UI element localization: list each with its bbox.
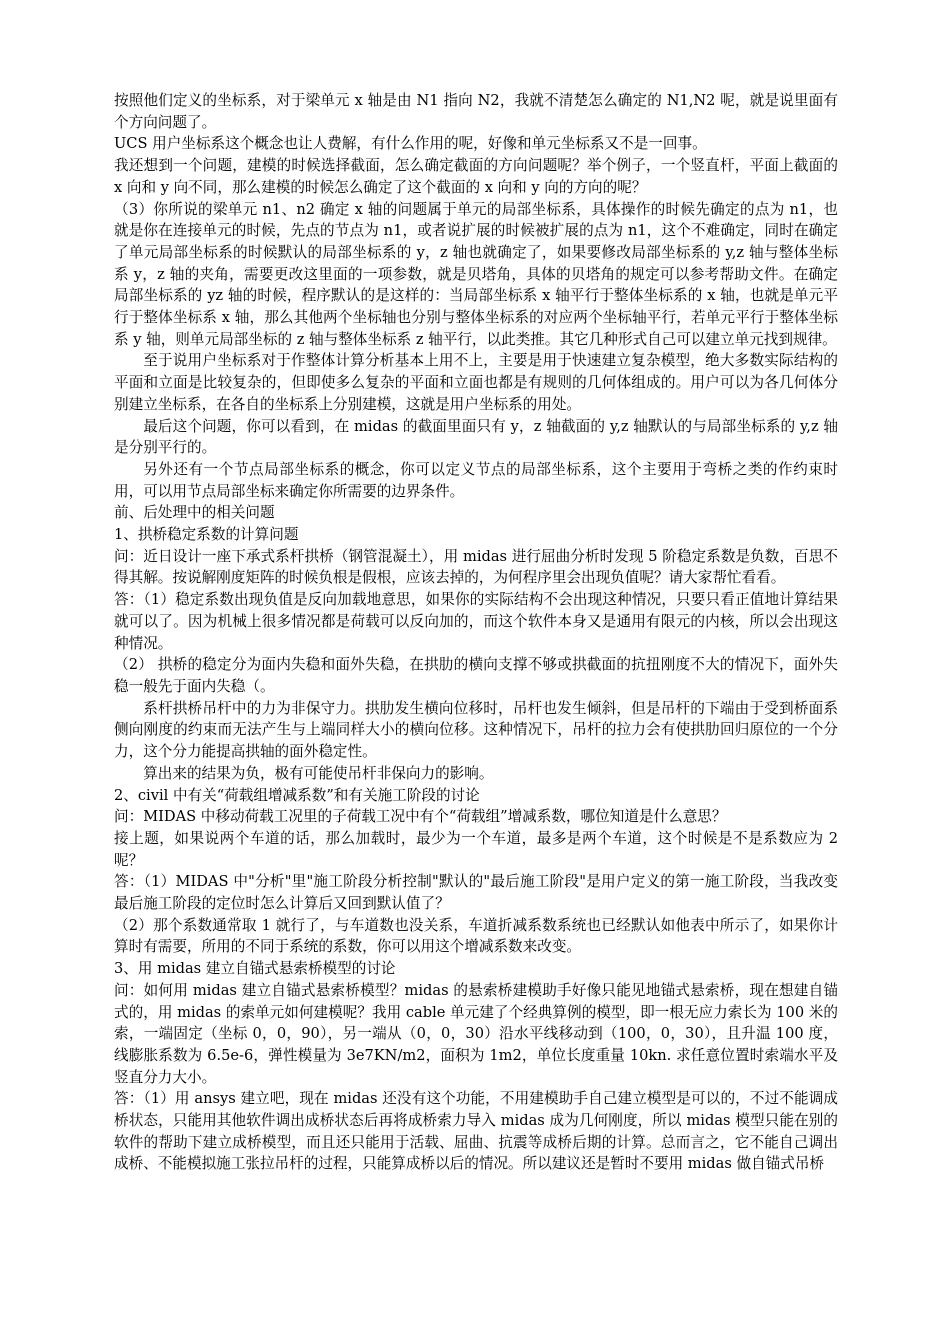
question-paragraph: 问：近日设计一座下承式系杆拱桥（钢管混凝土），用 midas 进行屈曲分析时发现 5 阶稳定系数是负数，百思不得其解。按说解刚度矩阵的时候负根是假根，应该去掉的，为何程序里会出现负值呢？请大家帮忙看看。 bbox=[114, 547, 838, 587]
subsection-heading: 2、civil 中有关“荷载组增减系数”和有关施工阶段的讨论 bbox=[114, 786, 480, 804]
paragraph: UCS 用户坐标系这个概念也让人费解，有什么作用的呢，好像和单元坐标系又不是一回事。 bbox=[114, 135, 707, 153]
answer-paragraph: （2）那个系数通常取 1 就行了，与车道数也没关系，车道折减系数系统也已经默认如他表中所示了，如果你计算时有需要，所用的不同于系统的系数，你可以用这个增减系数来改变。 bbox=[114, 916, 838, 956]
answer-paragraph: 答：（1）用 ansys 建立吧，现在 midas 还没有这个功能，不用建模助手自己建立模型是可以的，不过不能调成桥状态，只能用其他软件调出成桥状态后再将成桥索力导入 midas 成为几何刚度，所以 midas 模型只能在别的软件的帮助下建立成桥模型，而且还只能用于活载、屈曲、抗震等成桥后期的计算。总而言之，它不能自己调出成桥、不能模拟施工张拉吊杆的过程，只能算成桥以后的情况。所以建议还是暂时不要用 midas 做自锚式吊桥 bbox=[114, 1090, 838, 1173]
paragraph: （3）你所说的梁单元 n1、n2 确定 x 轴的问题属于单元的局部坐标系，具体操作的时候先确定的点为 n1，也就是你在连接单元的时候，先点的节点为 n1，或者说扩展的时候被扩展的点为 n1，这个不难确定，同时在确定了单元局部坐标系的时候默认的局部坐标系的 y，z 轴也就确定了，如果要修改局部坐标系的 y,z 轴与整体坐标系 y，z 轴的夹角，需要更改这里面的一项参数，就是贝塔角，具体的贝塔角的规定可以参考帮助文件。在确定局部坐标系的 yz 轴的时候，程序默认的是这样的：当局部坐标系 x 轴平行于整体坐标系的 x 轴，也就是单元平行于整体坐标系 x 轴，那么其他两个坐标轴也分别与整体坐标系的对应两个坐标轴平行，若单元平行于整体坐标系 y 轴，则单元局部坐标的 z 轴与整体坐标系 z 轴平行，以此类推。其它几种形式自己可以建立单元找到规律。 bbox=[114, 200, 838, 348]
answer-paragraph: 答：（1）MIDAS 中"分析"里"施工阶段分析控制"默认的"最后施工阶段"是用户定义的第一施工阶段，当我改变最后施工阶段的定位时怎么计算后又回到默认值了？ bbox=[114, 873, 838, 913]
answer-paragraph: 答：（1）稳定系数出现负值是反向加载地意思，如果你的实际结构不会出现这种情况，只要只看正值地计算结果就可以了。因为机械上很多情况都是荷载可以反向加的，而这个软件本身又是通用有限元的内核，所以会出现这种情况。 bbox=[114, 591, 838, 652]
paragraph: 算出来的结果为负，极有可能使吊杆非保向力的影响。 bbox=[143, 764, 494, 782]
document-body bbox=[114, 90, 838, 1175]
section-heading: 前、后处理中的相关问题 bbox=[114, 504, 275, 522]
question-paragraph: 问：如何用 midas 建立自锚式悬索桥模型？midas 的悬索桥建模助手好像只能见地锚式悬索桥，现在想建自锚式的，用 midas 的索单元如何建模呢？我用 cable 单元建了个经典算例的模型，即一根无应力索长为 100 米的索，一端固定（坐标 0，0，90），另一端从（0，0，30）沿水平线移动到（100，0，30），且升温 100 度，线膨胀系数为 6.5e-6，弹性模量为 3e7KN/m2，面积为 1m2，单位长度重量 10kn. 求任意位置时索端水平及竖直分力大小。 bbox=[114, 981, 838, 1086]
answer-paragraph: （2） 拱桥的稳定分为面内失稳和面外失稳，在拱肋的横向支撑不够或拱截面的抗扭刚度不大的情况下，面外失稳一般先于面内失稳（。 bbox=[114, 656, 838, 695]
paragraph: 至于说用户坐标系对于作整体计算分析基本上用不上，主要是用于快速建立复杂模型，绝大多数实际结构的平面和立面是比较复杂的，但即使多么复杂的平面和立面也都是有规则的几何体组成的。用户可以为各几何体分别建立坐标系，在各自的坐标系上分别建模，这就是用户坐标系的用处。 bbox=[114, 352, 838, 413]
paragraph: 系杆拱桥吊杆中的力为非保守力。拱肋发生横向位移时，吊杆也发生倾斜，但是吊杆的下端由于受到桥面系侧向刚度的约束而无法产生与上端同样大小的横向位移。这种情况下，吊杆的拉力会有使拱肋回归原位的一个分力，这个分力能提高拱轴的面外稳定性。 bbox=[114, 699, 838, 761]
question-paragraph: 问：MIDAS 中移动荷载工况里的子荷载工况中有个“荷载组”增减系数，哪位知道是什么意思？ bbox=[114, 808, 727, 826]
paragraph: 我还想到一个问题，建模的时候选择截面，怎么确定截面的方向问题呢？举个例子，一个竖直杆，平面上截面的 x 向和 y 向不同，那么建模的时候怎么确定了这个截面的 x 向和 y 向的方向的呢？ bbox=[114, 157, 838, 196]
paragraph: 按照他们定义的坐标系，对于梁单元 x 轴是由 N1 指向 N2，我就不清楚怎么确定的 N1,N2 呢，就是说里面有个方向问题了。 bbox=[114, 92, 838, 131]
subsection-heading: 3、用 midas 建立自锚式悬索桥模型的讨论 bbox=[114, 960, 396, 978]
question-paragraph: 接上题，如果说两个车道的话，那么加载时，最少为一个车道，最多是两个车道，这个时候是不是系数应为 2 呢？ bbox=[114, 829, 838, 869]
paragraph: 另外还有一个节点局部坐标系的概念，你可以定义节点的局部坐标系，这个主要用于弯桥之类的作约束时用，可以用节点局部坐标来确定你所需要的边界条件。 bbox=[114, 460, 838, 500]
subsection-heading: 1、拱桥稳定系数的计算问题 bbox=[114, 526, 299, 544]
paragraph: 最后这个问题，你可以看到，在 midas 的截面里面只有 y，z 轴截面的 y,z 轴默认的与局部坐标系的 y,z 轴是分别平行的。 bbox=[114, 417, 838, 457]
